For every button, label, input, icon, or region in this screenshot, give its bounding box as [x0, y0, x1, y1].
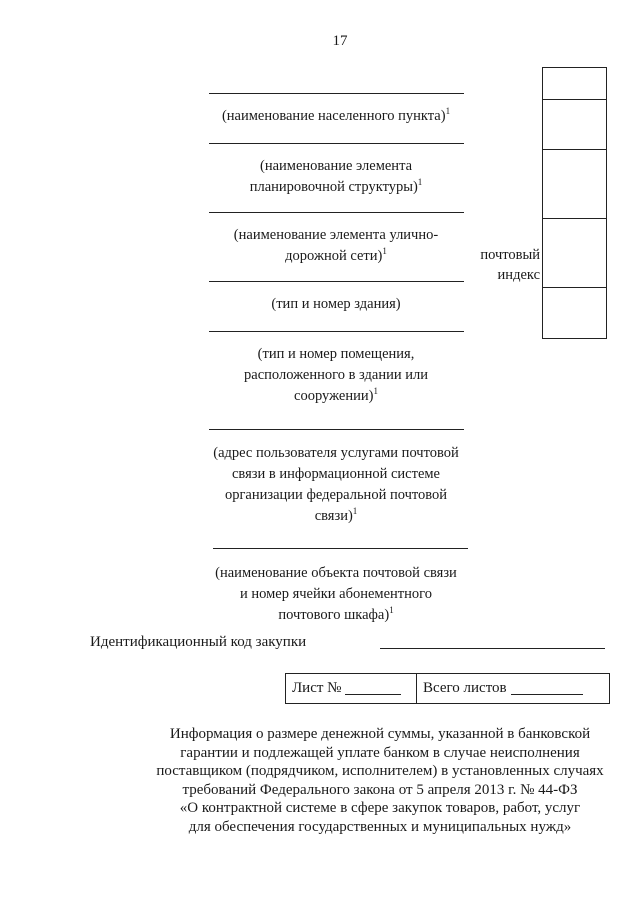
user-address-caption — [195, 443, 477, 527]
street-element-caption — [200, 225, 472, 267]
caption-line: (тип и номер здания) — [271, 296, 401, 312]
caption-line: (тип и номер помещения, — [257, 346, 415, 362]
info-line: требований Федерального закона от 5 апреля 2013 г. № 44-ФЗ — [182, 781, 578, 798]
total-sheets-cell — [417, 674, 609, 703]
footnote-mark: 1 — [382, 246, 387, 256]
settlement-caption-text: (наименование населенного пункта) — [221, 108, 446, 124]
sheet-number-cell — [286, 674, 417, 703]
user-address-line[interactable] — [209, 429, 464, 430]
caption-line: почтового шкафа) — [278, 607, 390, 623]
info-line: для обеспечения государственных и муниципальных нужд» — [188, 818, 572, 835]
settlement-line[interactable] — [209, 93, 464, 94]
caption-line: дорожной сети) — [285, 248, 383, 264]
info-line: поставщиком (подрядчиком, исполнителем) в установленных случаях — [156, 763, 604, 779]
post-object-caption — [195, 563, 477, 626]
premises-line[interactable] — [209, 331, 464, 332]
premises-caption — [200, 344, 472, 407]
caption-line: (наименование объекта почтовой связи — [215, 565, 457, 581]
caption-line: расположенного в здании или — [244, 367, 428, 383]
postal-index-box[interactable] — [542, 67, 607, 339]
index-box-divider — [543, 287, 606, 288]
info-line: гарантии и подлежащей уплате банком в случае неисполнения — [180, 744, 580, 761]
footnote-mark: 1 — [352, 506, 358, 516]
purchase-code-label: Идентификационный код закупки — [90, 634, 307, 650]
footnote-mark: 1 — [373, 386, 378, 396]
street-element-line[interactable] — [209, 212, 464, 213]
sheet-box — [285, 673, 610, 704]
page-number: 17 — [332, 33, 348, 49]
planning-element-caption — [200, 156, 472, 198]
post-object-line[interactable] — [213, 548, 468, 549]
info-line: «О контрактной системе в сфере закупок товаров, работ, услуг — [179, 800, 581, 816]
building-caption — [200, 294, 472, 315]
caption-line: сооружении) — [294, 388, 374, 404]
index-box-divider — [543, 218, 606, 219]
caption-line: планировочной структуры) — [249, 179, 418, 195]
caption-line: (наименование элемента улично- — [233, 227, 439, 243]
caption-line: связи в информационной системе — [232, 466, 440, 482]
postal-index-label — [470, 245, 540, 285]
caption-line: связи) — [314, 508, 353, 524]
caption-line: организации федеральной почтовой — [224, 487, 448, 503]
total-sheets-label: Всего листов — [423, 680, 507, 696]
index-box-divider — [543, 99, 606, 100]
footnote-mark: 1 — [445, 106, 451, 116]
caption-line: (адрес пользователя услугами почтовой — [213, 445, 459, 461]
caption-line: и номер ячейки абонементного — [239, 586, 432, 602]
info-heading — [80, 725, 640, 836]
postal-index-label-line: почтовый — [480, 247, 540, 263]
sheet-number-label: Лист № — [292, 680, 342, 696]
planning-element-line[interactable] — [209, 143, 464, 144]
footnote-mark: 1 — [389, 605, 394, 615]
index-box-divider — [543, 149, 606, 150]
settlement-caption — [200, 106, 472, 127]
building-line[interactable] — [209, 281, 464, 282]
footnote-mark: 1 — [417, 177, 423, 187]
caption-line: (наименование элемента — [259, 158, 413, 174]
purchase-code-field[interactable] — [380, 648, 605, 649]
info-line: Информация о размере денежной суммы, указанной в банковской — [169, 726, 591, 742]
sheet-number-field[interactable] — [345, 682, 401, 695]
total-sheets-field[interactable] — [511, 682, 583, 695]
postal-index-label-line: индекс — [497, 267, 540, 283]
